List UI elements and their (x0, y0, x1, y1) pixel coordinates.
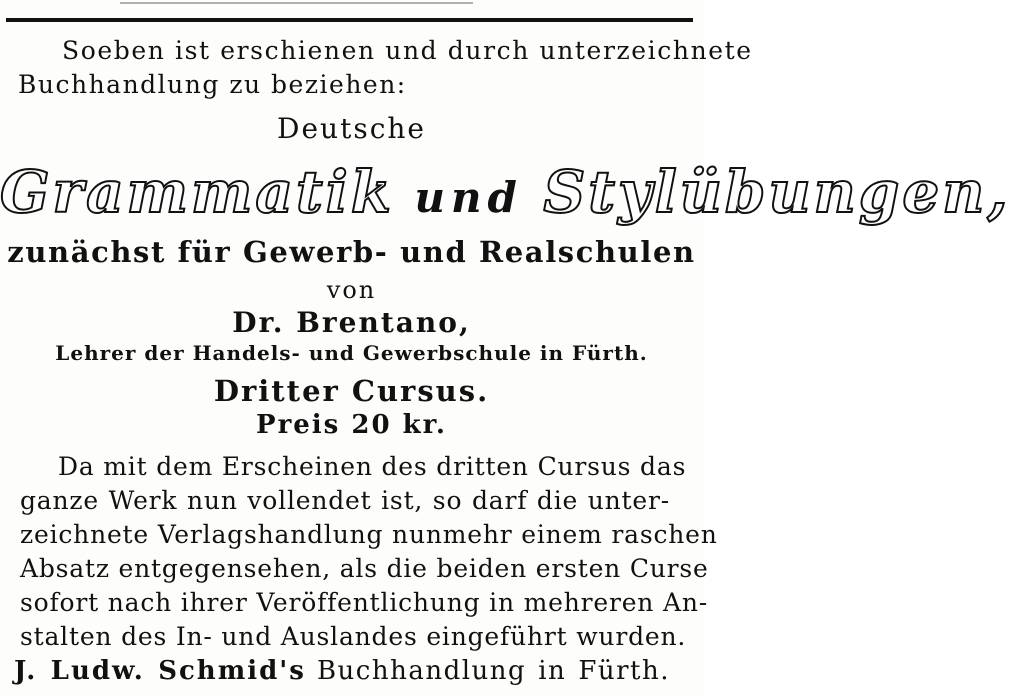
price-label: Preis 20 kr. (256, 410, 447, 440)
subtitle: zunächst für Gewerb- und Realschulen (7, 235, 696, 269)
top-cut-line (120, 2, 473, 4)
by-label: von (326, 276, 377, 304)
body-line-1: Da mit dem Erscheinen des dritten Cursus das (58, 452, 687, 481)
publisher-signature (14, 656, 670, 686)
edition-label: Dritter Cursus. (213, 374, 490, 408)
body-line-3: zeichnete Verlagshandlung nunmehr einem raschen (20, 520, 718, 549)
body-line-6: stalten des In- und Auslandes eingeführt wurden. (20, 622, 687, 651)
author-position: Lehrer der Handels- und Gewerbschule in Fürth. (55, 341, 648, 365)
title-word-grammatik: Grammatik (0, 158, 395, 226)
author-name: Dr. Brentano, (232, 306, 471, 339)
title-word-und: und (414, 173, 523, 222)
book-title (0, 158, 1011, 226)
intro-line-2: Buchhandlung zu beziehen: (18, 70, 407, 99)
publisher-firm: J. Ludw. Schmid's (14, 656, 306, 686)
title-deutsche: Deutsche (277, 112, 426, 145)
body-line-2: ganze Werk nun vollendet ist, so darf die unter- (20, 486, 670, 515)
intro-line-1: Soeben ist erschienen und durch unterzeichnete (62, 36, 753, 65)
body-line-4: Absatz entgegensehen, als die beiden ersten Curse (20, 554, 709, 583)
top-rule (6, 18, 693, 22)
body-line-5: sofort nach ihrer Veröffentlichung in mehreren An- (20, 588, 708, 617)
title-word-styluebungen: Stylübungen, (543, 158, 1011, 226)
publisher-location: Buchhandlung in Fürth. (316, 656, 671, 686)
